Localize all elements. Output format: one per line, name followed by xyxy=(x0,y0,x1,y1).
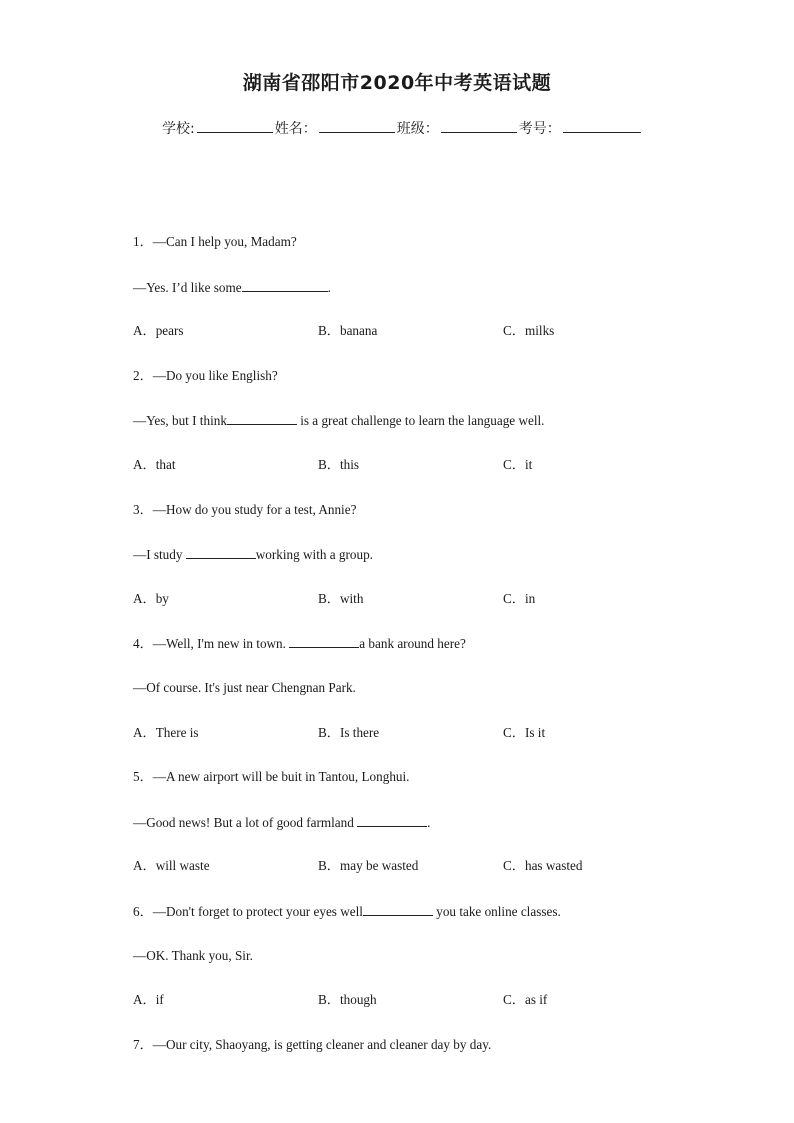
school-label: 学校: xyxy=(162,121,195,137)
page-title: 湖南省邵阳市2020年中考英语试题 xyxy=(242,72,552,94)
exam-no-blank[interactable] xyxy=(563,118,641,133)
question-stem xyxy=(133,367,693,412)
option-c[interactable]: C．in xyxy=(503,590,536,606)
response-text: is a great challenge to learn the language well. xyxy=(296,413,545,429)
answer-blank[interactable] xyxy=(357,813,427,827)
class-blank[interactable] xyxy=(441,118,517,133)
option-c[interactable]: C．as if xyxy=(503,992,548,1008)
name-label: 姓名： xyxy=(274,121,317,137)
options-row xyxy=(133,590,693,635)
option-a[interactable]: A．if xyxy=(133,992,164,1008)
question-response xyxy=(133,278,693,323)
question-response xyxy=(133,813,693,858)
options-row xyxy=(133,991,693,1036)
answer-blank[interactable] xyxy=(227,411,297,425)
question-stem xyxy=(133,902,693,947)
question-text: 6．—Don't forget to protect your eyes well xyxy=(133,903,363,919)
question-response xyxy=(133,679,693,724)
question-text: 3．—How do you study for a test, Annie? xyxy=(133,501,357,517)
option-b[interactable]: B．this xyxy=(318,456,360,472)
options-row xyxy=(133,322,693,367)
name-blank[interactable] xyxy=(319,118,395,133)
question-stem xyxy=(133,634,693,679)
question-text: 2．—Do you like English? xyxy=(133,367,278,383)
option-a[interactable]: A．will waste xyxy=(133,858,210,874)
question-stem xyxy=(133,768,693,813)
answer-blank[interactable] xyxy=(289,634,359,648)
question-text: a bank around here? xyxy=(359,636,466,652)
question-text: 1．—Can I help you, Madam? xyxy=(133,234,297,249)
options-row xyxy=(133,456,693,501)
student-info-row xyxy=(162,118,643,138)
option-b[interactable]: B．though xyxy=(318,992,377,1008)
school-blank[interactable] xyxy=(197,118,273,133)
option-b[interactable]: B．banana xyxy=(318,323,378,339)
option-b[interactable]: B．Is there xyxy=(318,724,380,740)
question-text: 5．—A new airport will be buit in Tantou, Longhui. xyxy=(133,769,410,785)
option-a[interactable]: A．that xyxy=(133,456,176,472)
question-text: 4．—Well, I'm new in town. xyxy=(133,636,290,652)
option-c[interactable]: C．has wasted xyxy=(503,858,583,874)
question-response xyxy=(133,411,693,456)
options-row xyxy=(133,857,693,902)
option-c[interactable]: C．it xyxy=(503,456,533,472)
option-c[interactable]: C．Is it xyxy=(503,724,546,740)
response-text: working with a group. xyxy=(255,547,373,563)
option-a[interactable]: A．by xyxy=(133,590,169,606)
response-text: —Good news! But a lot of good farmland xyxy=(133,814,358,830)
answer-blank[interactable] xyxy=(242,278,328,292)
option-c[interactable]: C．milks xyxy=(503,323,555,339)
exam-no-label: 考号： xyxy=(518,121,561,137)
question-response xyxy=(133,947,693,992)
response-text: —Yes, but I think xyxy=(133,413,227,429)
question-response xyxy=(133,545,693,590)
option-b[interactable]: B．with xyxy=(318,590,364,606)
response-text: . xyxy=(327,279,331,295)
question-stem xyxy=(133,501,693,546)
answer-blank[interactable] xyxy=(363,902,433,916)
response-text: —Of course. It's just near Chengnan Park. xyxy=(133,679,356,695)
answer-blank[interactable] xyxy=(186,545,256,559)
response-text: . xyxy=(427,814,431,830)
question-stem xyxy=(133,233,693,278)
question-text: you take online classes. xyxy=(432,903,561,919)
class-label: 班级： xyxy=(396,121,439,137)
option-a[interactable]: A．pears xyxy=(133,323,184,339)
options-row xyxy=(133,724,693,769)
option-b[interactable]: B．may be wasted xyxy=(318,858,419,874)
response-text: —Yes. I’d like some xyxy=(133,279,242,295)
response-text: —I study xyxy=(133,547,186,563)
option-a[interactable]: A．There is xyxy=(133,724,199,740)
response-text: —OK. Thank you, Sir. xyxy=(133,947,253,963)
question-list xyxy=(133,233,693,1080)
question-stem: 7．—Our city, Shaoyang, is getting cleaner and cleaner day by day. xyxy=(133,1036,492,1052)
